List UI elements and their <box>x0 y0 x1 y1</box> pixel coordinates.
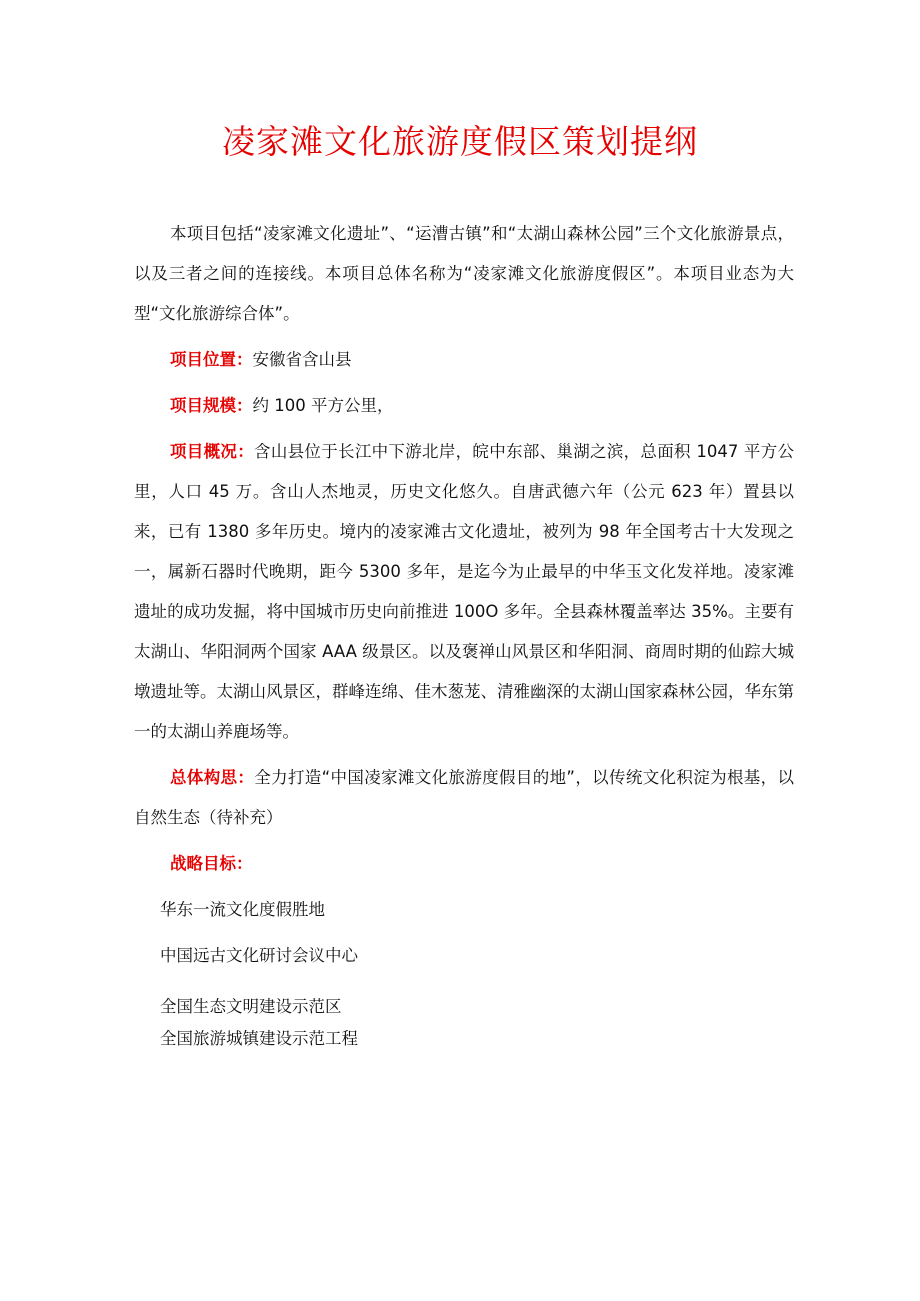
location-label: 项目位置： <box>170 350 253 369</box>
goal-item: 中国远古文化研讨会议中心 <box>160 946 358 965</box>
document-body <box>134 214 794 1056</box>
concept-label: 总体构思： <box>170 768 255 787</box>
location-paragraph <box>134 340 794 380</box>
concept-paragraph <box>134 758 794 838</box>
goals-heading <box>134 844 794 884</box>
overview-value: 含山县位于长江中下游北岸，皖中东部、巢湖之滨，总面积 1047 平方公里，人口 45 万。含山人杰地灵，历史文化悠久。自唐武德六年（公元 623 年）置县以来，已有 1380 多年历史。境内的凌家滩古文化遗址，被列为 98 年全国考古十大发现之一，属新石器时代晚期，距今 5300 多年，是迄今为止最早的中华玉文化发祥地。凌家滩遗址的成功发掘，将中国城市历史向前推进 100O 多年。全县森林覆盖率达 35%。主要有太湖山、华阳洞两个国家 AAA 级景区。以及褒禅山风景区和华阳洞、商周时期的仙踪大城墩遗址等。太湖山风景区，群峰连绵、佳木葱茏、清雅幽深的太湖山国家森林公园，华东第一的太湖山养鹿场等。 <box>134 442 795 741</box>
scale-value: 约 100 平方公里， <box>252 396 394 415</box>
overview-label: 项目概况： <box>170 442 255 461</box>
scale-paragraph <box>134 386 794 426</box>
concept-value: 全力打造“中国凌家滩文化旅游度假目的地”，以传统文化积淀为根基，以自然生态（待补充） <box>134 768 794 827</box>
overview-paragraph <box>134 432 794 752</box>
scale-label: 项目规模： <box>170 396 253 415</box>
intro-paragraph: 本项目包括“凌家滩文化遗址”、“运漕古镇”和“太湖山森林公园”三个文化旅游景点，以及三者之间的连接线。本项目总体名称为“凌家滩文化旅游度假区”。本项目业态为大型“文化旅游综合体”。 <box>134 224 794 323</box>
location-value: 安徽省含山县 <box>252 350 352 369</box>
goal-item: 华东一流文化度假胜地 <box>160 900 325 919</box>
goal-item: 全国旅游城镇建设示范工程 <box>160 1029 358 1048</box>
goals-label: 战略目标： <box>170 854 253 873</box>
goal-item: 全国生态文明建设示范区 <box>160 997 342 1016</box>
document-title: 凌家滩文化旅游度假区策划提纲 <box>222 122 698 161</box>
goals-list <box>134 890 794 1056</box>
